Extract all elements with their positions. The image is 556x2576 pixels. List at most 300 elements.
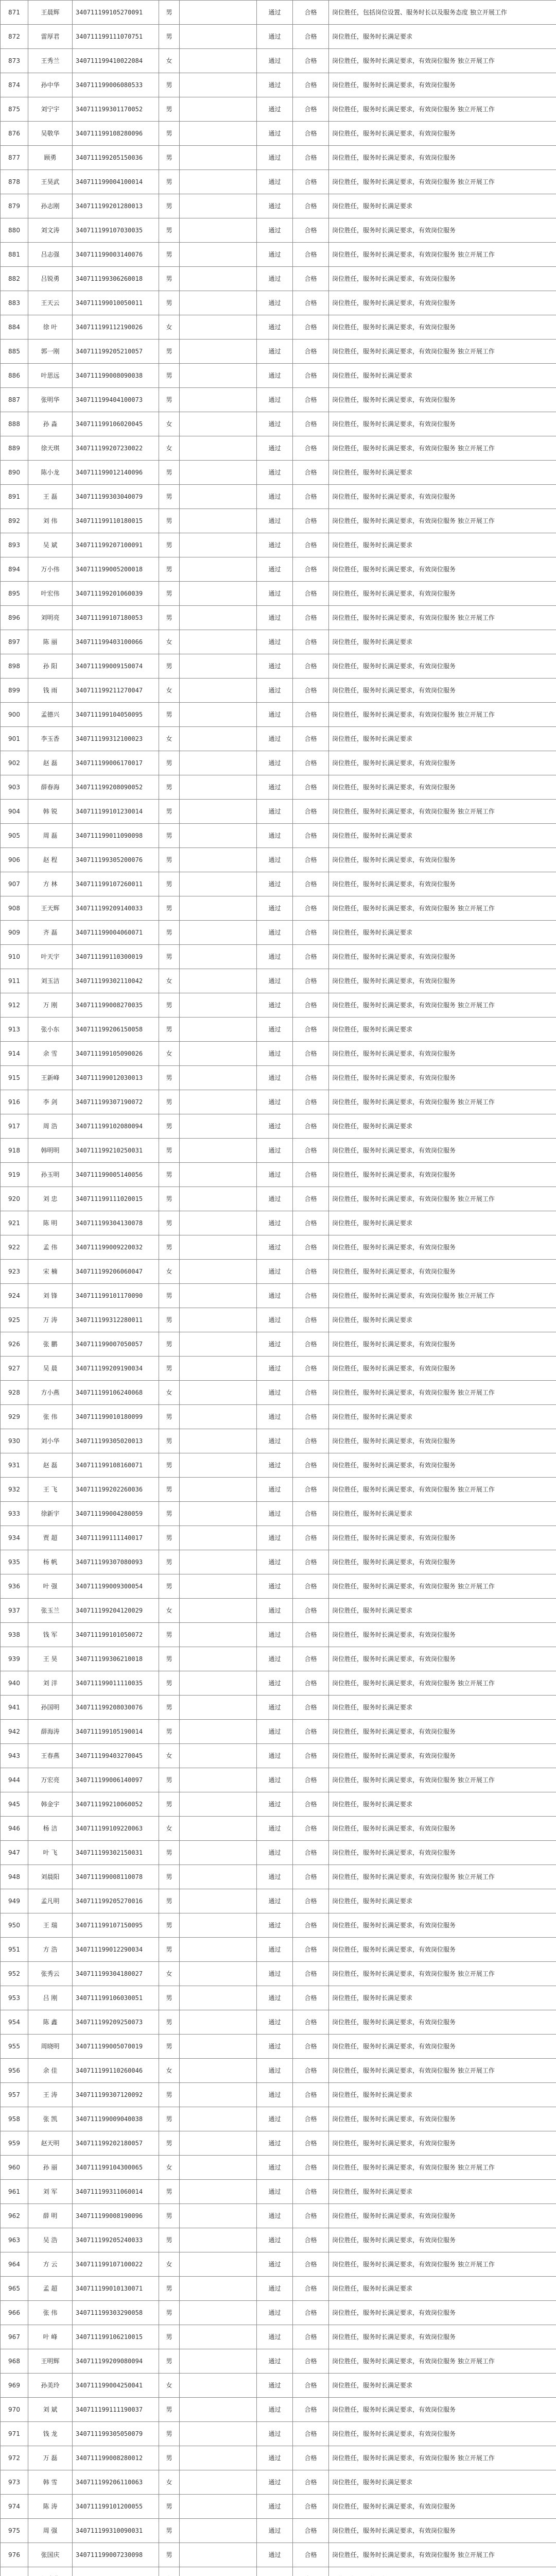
note-text: 岗位胜任，服务时长满足要求，有效岗位服务 独立开展工作 [329, 896, 556, 921]
remark-cell [180, 703, 257, 727]
table-row [1, 1526, 556, 1550]
gender: 男 [159, 364, 180, 388]
table-row [1, 461, 556, 485]
note-text: 岗位胜任，服务时长满足要求 [329, 1889, 556, 1913]
row-index: 950 [1, 1913, 28, 1938]
assessment-result: 合格 [293, 1865, 329, 1889]
table-row [1, 218, 556, 243]
gender: 男 [159, 1526, 180, 1550]
table-row [1, 194, 556, 218]
note-text: 岗位胜任，服务时长满足要求，有效岗位服务 独立开展工作 [329, 800, 556, 824]
person-name: 杨 帆 [28, 1550, 73, 1574]
review-result: 通过 [257, 146, 293, 170]
table-row [1, 1139, 556, 1163]
id-number: 340711199110180015 [73, 509, 159, 533]
person-name: 徐新宇 [28, 1502, 73, 1526]
table-row [1, 824, 556, 848]
gender: 男 [159, 1913, 180, 1938]
gender: 男 [159, 1357, 180, 1381]
gender: 女 [159, 1744, 180, 1768]
note-text: 岗位胜任，服务时长满足要求，有效岗位服务 [329, 872, 556, 896]
review-result: 通过 [257, 824, 293, 848]
assessment-result: 合格 [293, 2083, 329, 2107]
person-name: 李 剑 [28, 1090, 73, 1114]
id-number: 340711199201280013 [73, 194, 159, 218]
id-number: 340711199209080094 [73, 2349, 159, 2374]
remark-cell [180, 1114, 257, 1139]
id-number: 340711199209190034 [73, 1357, 159, 1381]
remark-cell [180, 340, 257, 364]
table-row [1, 1817, 556, 1841]
person-name: 周 强 [28, 2519, 73, 2543]
id-number: 340711199307080093 [73, 1550, 159, 1574]
row-index: 963 [1, 2228, 28, 2252]
remark-cell [180, 194, 257, 218]
gender: 男 [159, 1768, 180, 1792]
assessment-result: 合格 [293, 1647, 329, 1671]
table-row [1, 2252, 556, 2277]
note-text: 岗位胜任，服务时长满足要求，有效岗位服务 独立开展工作 [329, 340, 556, 364]
assessment-result: 合格 [293, 1453, 329, 1478]
row-index: 930 [1, 1429, 28, 1453]
assessment-result: 合格 [293, 630, 329, 654]
review-result: 通过 [257, 2301, 293, 2325]
assessment-result: 合格 [293, 1502, 329, 1526]
id-number: 340711199004060071 [73, 921, 159, 945]
gender: 女 [159, 1817, 180, 1841]
gender: 男 [159, 1647, 180, 1671]
person-name: 钱 龙 [28, 2422, 73, 2446]
assessment-result: 合格 [293, 509, 329, 533]
note-text: 岗位胜任，服务时长满足要求，有效岗位服务 独立开展工作 [329, 97, 556, 122]
remark-cell [180, 509, 257, 533]
assessment-result: 合格 [293, 1332, 329, 1357]
remark-cell [180, 1, 257, 25]
person-name: 叶 强 [28, 1574, 73, 1599]
person-name: 叶宏伟 [28, 582, 73, 606]
table-row [1, 1235, 556, 1260]
id-number: 340711199010180099 [73, 1405, 159, 1429]
row-index: 884 [1, 315, 28, 340]
gender: 男 [159, 388, 180, 412]
note-text: 岗位胜任，服务时长满足要求 [329, 1792, 556, 1817]
person-name: 贾 超 [28, 1526, 73, 1550]
row-index: 969 [1, 2374, 28, 2398]
person-name: 吴 浩 [28, 2228, 73, 2252]
person-name: 王 飞 [28, 1478, 73, 1502]
table-row [1, 896, 556, 921]
table-row [1, 921, 556, 945]
note-text: 岗位胜任，服务时长满足要求，有效岗位服务 独立开展工作 [329, 170, 556, 194]
row-index: 891 [1, 485, 28, 509]
row-index: 929 [1, 1405, 28, 1429]
assessment-result: 合格 [293, 2398, 329, 2422]
person-name: 吴敬华 [28, 122, 73, 146]
assessment-result: 合格 [293, 2035, 329, 2059]
remark-cell [180, 2180, 257, 2204]
person-name: 陈 丽 [28, 630, 73, 654]
assessment-result: 合格 [293, 436, 329, 461]
remark-cell [180, 2470, 257, 2495]
row-index: 940 [1, 1671, 28, 1696]
id-number: 340711199005200018 [73, 557, 159, 582]
id-number: 340711199303040079 [73, 485, 159, 509]
note-text [329, 2567, 556, 2576]
remark-cell [180, 2059, 257, 2083]
gender: 男 [159, 1478, 180, 1502]
table-row [1, 1696, 556, 1720]
person-name: 王天辉 [28, 896, 73, 921]
row-index: 964 [1, 2252, 28, 2277]
table-row [1, 1938, 556, 1962]
assessment-result: 合格 [293, 1042, 329, 1066]
review-result: 通过 [257, 485, 293, 509]
table-row [1, 436, 556, 461]
table-row [1, 775, 556, 800]
assessment-result: 合格 [293, 1599, 329, 1623]
gender: 女 [159, 2156, 180, 2180]
person-name: 刘玉洁 [28, 969, 73, 993]
id-number: 340711199107100022 [73, 2252, 159, 2277]
remark-cell [180, 1090, 257, 1114]
gender: 男 [159, 2349, 180, 2374]
id-number: 340711199108160071 [73, 1453, 159, 1478]
review-result: 通过 [257, 170, 293, 194]
table-row [1, 2180, 556, 2204]
remark-cell [180, 25, 257, 49]
person-name: 赵天明 [28, 2131, 73, 2156]
person-name: 陈 涛 [28, 2495, 73, 2519]
table-row [1, 654, 556, 679]
assessment-result: 合格 [293, 122, 329, 146]
person-name: 徐天琪 [28, 436, 73, 461]
person-name: 刘晨阳 [28, 1865, 73, 1889]
table-row [1, 557, 556, 582]
review-result: 通过 [257, 2398, 293, 2422]
row-index: 915 [1, 1066, 28, 1090]
assessment-result: 合格 [293, 557, 329, 582]
assessment-result: 合格 [293, 1308, 329, 1332]
id-number: 340711199011110035 [73, 1671, 159, 1696]
person-name: 叶 飞 [28, 1841, 73, 1865]
person-name: 刘明亮 [28, 606, 73, 630]
assessment-result: 合格 [293, 2470, 329, 2495]
table-row [1, 1962, 556, 1986]
review-result: 通过 [257, 2325, 293, 2349]
note-text: 岗位胜任，服务时长满足要求，有效岗位服务 独立开展工作 [329, 2156, 556, 2180]
id-number: 340711199004100014 [73, 170, 159, 194]
id-number: 340711199101170090 [73, 1284, 159, 1308]
assessment-result: 合格 [293, 2422, 329, 2446]
review-result: 通过 [257, 1090, 293, 1114]
id-number: 340711199403270045 [73, 1744, 159, 1768]
remark-cell [180, 1841, 257, 1865]
remark-cell [180, 2277, 257, 2301]
id-number: 340711199012140096 [73, 461, 159, 485]
row-index: 956 [1, 2059, 28, 2083]
row-index: 971 [1, 2422, 28, 2446]
table-row [1, 582, 556, 606]
gender: 男 [159, 606, 180, 630]
assessment-result: 合格 [293, 194, 329, 218]
gender: 女 [159, 315, 180, 340]
review-result: 通过 [257, 1066, 293, 1090]
person-name: 刘文涛 [28, 218, 73, 243]
assessment-result: 合格 [293, 2204, 329, 2228]
review-result: 通过 [257, 1574, 293, 1599]
id-number: 340711199012030013 [73, 1066, 159, 1090]
row-index: 961 [1, 2180, 28, 2204]
note-text: 岗位胜任，服务时长满足要求，有效岗位服务 独立开展工作 [329, 2059, 556, 2083]
table-row [1, 751, 556, 775]
table-row [1, 2519, 556, 2543]
note-text: 岗位胜任，服务时长满足要求 [329, 630, 556, 654]
table-row [1, 1623, 556, 1647]
review-result: 通过 [257, 194, 293, 218]
id-number: 340711199006140097 [73, 1768, 159, 1792]
gender: 男 [159, 267, 180, 291]
remark-cell [180, 679, 257, 703]
review-result: 通过 [257, 1768, 293, 1792]
note-text: 岗位胜任，服务时长满足要求，有效岗位服务 [329, 1817, 556, 1841]
gender: 男 [159, 194, 180, 218]
id-number: 340711199105090026 [73, 1042, 159, 1066]
gender: 男 [159, 1308, 180, 1332]
remark-cell [180, 921, 257, 945]
review-result: 通过 [257, 1453, 293, 1478]
review-result: 通过 [257, 582, 293, 606]
gender: 女 [159, 630, 180, 654]
note-text: 岗位胜任，服务时长满足要求，有效岗位服务 独立开展工作 [329, 1768, 556, 1792]
table-row [1, 993, 556, 1018]
table-row [1, 2277, 556, 2301]
gender: 男 [159, 1018, 180, 1042]
table-row [1, 340, 556, 364]
gender: 男 [159, 800, 180, 824]
note-text: 岗位胜任，服务时长满足要求，有效岗位服务 [329, 945, 556, 969]
review-result: 通过 [257, 1211, 293, 1235]
assessment-result: 合格 [293, 727, 329, 751]
gender: 男 [159, 921, 180, 945]
person-name: 张玉兰 [28, 1599, 73, 1623]
gender: 男 [159, 1090, 180, 1114]
review-result: 通过 [257, 1913, 293, 1938]
id-number: 340711199301170052 [73, 97, 159, 122]
table-row [1, 630, 556, 654]
review-result: 通过 [257, 1744, 293, 1768]
assessment-result: 合格 [293, 1163, 329, 1187]
id-number: 340711199305200076 [73, 848, 159, 872]
row-index: 965 [1, 2277, 28, 2301]
row-index: 906 [1, 848, 28, 872]
gender: 女 [159, 412, 180, 436]
assessment-result: 合格 [293, 2059, 329, 2083]
review-result: 通过 [257, 1599, 293, 1623]
person-name: 杨 洁 [28, 1817, 73, 1841]
table-row [1, 1332, 556, 1357]
assessment-result: 合格 [293, 1429, 329, 1453]
row-index: 907 [1, 872, 28, 896]
note-text: 岗位胜任，服务时长满足要求，有效岗位服务 [329, 2519, 556, 2543]
row-index: 889 [1, 436, 28, 461]
id-number: 340711199206150058 [73, 1018, 159, 1042]
assessment-result: 合格 [293, 1478, 329, 1502]
table-row [1, 1308, 556, 1332]
remark-cell [180, 1817, 257, 1841]
review-result: 通过 [257, 2470, 293, 2495]
row-index: 934 [1, 1526, 28, 1550]
remark-cell [180, 2422, 257, 2446]
id-number: 340711199010130071 [73, 2277, 159, 2301]
note-text: 岗位胜任，服务时长满足要求 [329, 921, 556, 945]
gender: 男 [159, 1163, 180, 1187]
id-number: 340711199107260011 [73, 872, 159, 896]
gender: 男 [159, 2131, 180, 2156]
remark-cell [180, 2349, 257, 2374]
row-index: 976 [1, 2543, 28, 2567]
remark-cell [180, 1889, 257, 1913]
note-text: 岗位胜任，服务时长满足要求 [329, 2470, 556, 2495]
row-index: 975 [1, 2519, 28, 2543]
id-number: 340711199008090038 [73, 364, 159, 388]
review-result: 通过 [257, 533, 293, 557]
note-text: 岗位胜任，服务时长满足要求，有效岗位服务 [329, 73, 556, 97]
review-result: 通过 [257, 364, 293, 388]
gender: 男 [159, 97, 180, 122]
person-name: 王天云 [28, 291, 73, 315]
review-result: 通过 [257, 2083, 293, 2107]
id-number: 340711199205210057 [73, 340, 159, 364]
table-row [1, 1090, 556, 1114]
remark-cell [180, 243, 257, 267]
id-number: 340711199208030076 [73, 1696, 159, 1720]
review-result: 通过 [257, 727, 293, 751]
id-number: 340711199010050011 [73, 291, 159, 315]
assessment-result: 合格 [293, 2277, 329, 2301]
remark-cell [180, 800, 257, 824]
assessment-result: 合格 [293, 993, 329, 1018]
person-name: 王春燕 [28, 1744, 73, 1768]
remark-cell [180, 73, 257, 97]
id-number: 340711199204120029 [73, 1599, 159, 1623]
row-index: 968 [1, 2349, 28, 2374]
table-row [1, 533, 556, 557]
person-name: 叶思远 [28, 364, 73, 388]
gender: 男 [159, 2398, 180, 2422]
assessment-result: 合格 [293, 388, 329, 412]
row-index: 937 [1, 1599, 28, 1623]
table-row [1, 25, 556, 49]
row-index: 902 [1, 751, 28, 775]
assessment-result: 合格 [293, 1841, 329, 1865]
person-name: 钱 军 [28, 1623, 73, 1647]
review-result: 通过 [257, 461, 293, 485]
gender: 男 [159, 2180, 180, 2204]
id-number: 340711199305050079 [73, 2422, 159, 2446]
table-row [1, 388, 556, 412]
review-result: 通过 [257, 630, 293, 654]
table-row [1, 146, 556, 170]
table-row [1, 1792, 556, 1817]
person-name: 韩 雪 [28, 2470, 73, 2495]
row-index: 912 [1, 993, 28, 1018]
review-result: 通过 [257, 1235, 293, 1260]
id-number: 340711199012290034 [73, 1938, 159, 1962]
assessment-result: 合格 [293, 1817, 329, 1841]
id-number: 340711199008110078 [73, 1865, 159, 1889]
assessment-result: 合格 [293, 1792, 329, 1817]
row-index: 941 [1, 1696, 28, 1720]
note-text: 岗位胜任，服务时长满足要求，有效岗位服务 [329, 1526, 556, 1550]
gender: 男 [159, 1574, 180, 1599]
assessment-result: 合格 [293, 582, 329, 606]
gender: 男 [159, 1332, 180, 1357]
remark-cell [180, 872, 257, 896]
gender: 男 [159, 170, 180, 194]
note-text: 岗位胜任，服务时长满足要求，有效岗位服务 [329, 582, 556, 606]
id-number: 340711199108280096 [73, 122, 159, 146]
remark-cell [180, 533, 257, 557]
assessment-result: 合格 [293, 25, 329, 49]
table-row [1, 1865, 556, 1889]
note-text: 岗位胜任，服务时长满足要求，有效岗位服务 独立开展工作 [329, 1187, 556, 1211]
id-number: 340711199110260046 [73, 2059, 159, 2083]
review-result: 通过 [257, 1647, 293, 1671]
assessment-result: 合格 [293, 170, 329, 194]
assessment-result: 合格 [293, 2519, 329, 2543]
person-name: 万 磊 [28, 2446, 73, 2470]
assessment-result: 合格 [293, 1744, 329, 1768]
gender: 男 [159, 2495, 180, 2519]
note-text: 岗位胜任，服务时长满足要求，有效岗位服务 [329, 2325, 556, 2349]
row-index: 966 [1, 2301, 28, 2325]
remark-cell [180, 993, 257, 1018]
gender: 女 [159, 2374, 180, 2398]
table-row [1, 1913, 556, 1938]
row-index: 945 [1, 1792, 28, 1817]
note-text: 岗位胜任，服务时长满足要求，有效岗位服务 [329, 1139, 556, 1163]
id-number: 340711199106020045 [73, 412, 159, 436]
id-number: 340711199101200055 [73, 2495, 159, 2519]
table-row [1, 1502, 556, 1526]
person-name: 刘 斌 [28, 2398, 73, 2422]
id-number: 340711199201060039 [73, 582, 159, 606]
assessment-result: 合格 [293, 146, 329, 170]
row-index: 938 [1, 1623, 28, 1647]
note-text: 岗位胜任，服务时长满足要求 [329, 194, 556, 218]
note-text: 岗位胜任，服务时长满足要求，有效岗位服务 [329, 412, 556, 436]
row-index: 952 [1, 1962, 28, 1986]
row-index: 883 [1, 291, 28, 315]
id-number: 340711199211270047 [73, 679, 159, 703]
assessment-result: 合格 [293, 872, 329, 896]
table-row [1, 800, 556, 824]
note-text: 岗位胜任，服务时长满足要求，有效岗位服务 [329, 2107, 556, 2131]
gender: 男 [159, 25, 180, 49]
assessment-result: 合格 [293, 2446, 329, 2470]
remark-cell [180, 122, 257, 146]
row-index: 942 [1, 1720, 28, 1744]
id-number: 340711199312100023 [73, 727, 159, 751]
gender: 女 [159, 2059, 180, 2083]
person-name: 王明辉 [28, 2349, 73, 2374]
review-result: 通过 [257, 2107, 293, 2131]
assessment-result: 合格 [293, 945, 329, 969]
person-name: 万小伟 [28, 557, 73, 582]
assessment-result: 合格 [293, 364, 329, 388]
note-text: 岗位胜任，服务时长满足要求，有效岗位服务 [329, 1429, 556, 1453]
row-index: 959 [1, 2131, 28, 2156]
